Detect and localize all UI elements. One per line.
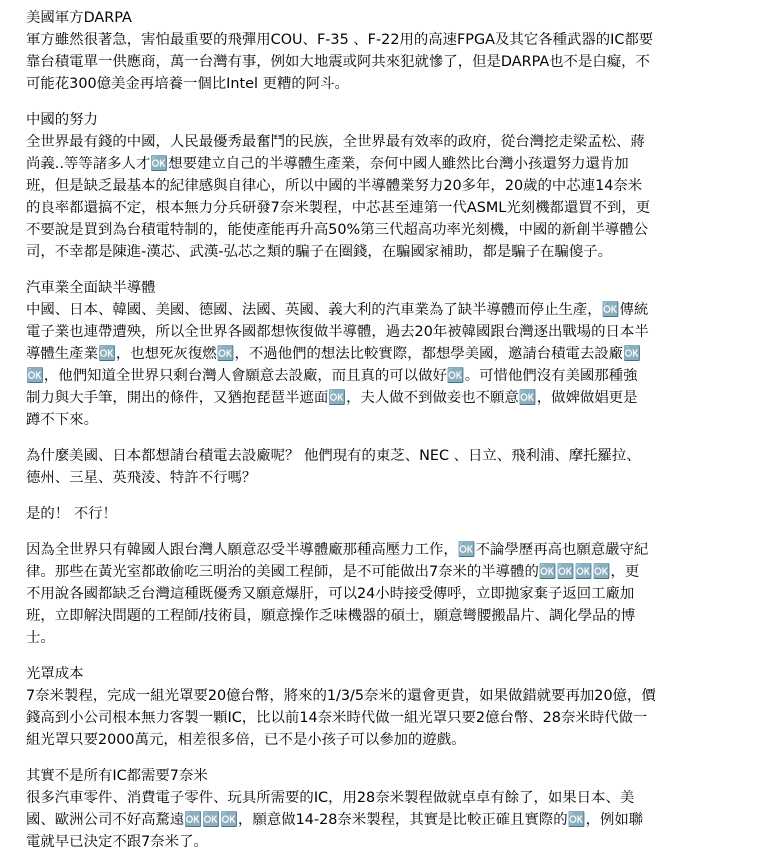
post-paragraph [26,503,764,525]
paragraph-line: 國、歐洲公司不好高騖遠🆗🆗🆗，願意做14-28奈米製程，其實是比較正確且實際的🆗，例如聯 [26,812,644,828]
paragraph-heading: 中國的努力 [26,112,98,128]
paragraph-line: 因為全世界只有韓國人跟台灣人願意忍受半導體廠那種高壓力工作，🆗不論學歷再高也願意嚴守紀 [26,542,649,558]
paragraph-line: 班，但是缺乏最基本的紀律感與自律心，所以中國的半導體業努力20多年，20歲的中芯連14奈米 [26,178,643,194]
paragraph-line: 不要說是買到為台積電特制的，能使產能再升高50%第三代超高功率光刻機，中國的新創半導體公 [26,222,649,238]
paragraph-line: 靠台積電單一供應商，萬一台灣有事，例如大地震或阿共來犯就慘了，但是DARPA也不是白癡，不 [26,54,650,70]
paragraph-line: 全世界最有錢的中國，人民最優秀最奮鬥的民族，全世界最有效率的政府，從台灣挖走梁孟松、蔣 [26,134,645,150]
paragraph-line: 班，立即解決問題的工程師/技術員，願意操作乏味機器的碩士，願意彎腰搬晶片、調化學品的博 [26,608,636,624]
paragraph-line: 錢高到小公司根本無力客製一顆IC，比以前14奈米時代做一組光罩只要2億台幣、28奈米時代做一 [26,710,648,726]
paragraph-line: 是的！ 不行！ [26,506,117,522]
paragraph-line: 7奈米製程，完成一組光罩要20億台幣，將來的1/3/5奈米的還會更貴，如果做錯就要再加20億，價 [26,688,656,704]
paragraph-line: 🆗，他們知道全世界只剩台灣人會願意去設廠，而且真的可以做好🆗。可惜他們沒有美國那種強 [26,368,638,384]
paragraph-line: 不用說各國都缺乏台灣這種既優秀又願意爆肝，可以24小時接受傳呼，立即拋家棄子返回工廠加 [26,586,635,602]
paragraph-heading: 美國軍方DARPA [26,10,132,26]
paragraph-line: 導體生產業🆗，也想死灰復燃🆗，不過他們的想法比較實際，都想學美國，邀請台積電去設廠🆗 [26,346,641,362]
paragraph-line: 中國、日本、韓國、美國、德國、法國、英國、義大利的汽車業為了缺半導體而停止生產，🆗傳統 [26,302,649,318]
paragraph-line: 的良率都還搞不定，根本無力分兵研發7奈米製程，中芯甚至連第一代ASML光刻機都還買不到，更 [26,200,651,216]
paragraph-line: 律。那些在黃光室都敢偷吃三明治的美國工程師，是不可能做出7奈米的半導體的🆗🆗🆗🆗，更 [26,564,640,580]
paragraph-line: 軍方雖然很著急，害怕最重要的飛彈用COU、F-35 、F-22用的高速FPGA及其它各種武器的IC都要 [26,32,654,48]
paragraph-line: 尚義..等等諸多人才🆗想要建立自己的半導體生產業，奈何中國人雖然比台灣小孩還努力還肯加 [26,156,629,172]
paragraph-line: 組光罩只要2000萬元，相差很多倍，已不是小孩子可以參加的遊戲。 [26,732,466,748]
post-paragraph [26,539,764,649]
paragraph-heading: 光罩成本 [26,666,84,682]
paragraph-line: 為什麼美國、日本都想請台積電去設廠呢？ 他們現有的東芝、NEC 、日立、飛利浦、摩托羅拉、 [26,448,641,464]
paragraph-line: 很多汽車零件、消費電子零件、玩具所需要的IC，用28奈米製程做就卓卓有餘了，如果日本、美 [26,790,635,806]
paragraph-line: 電子業也連帶遭殃，所以全世界各國都想恢復做半導體，過去20年被韓國跟台灣逐出戰場的日本半 [26,324,649,340]
paragraph-line: 可能花300億美金再培養一個比Intel 更糟的阿斗。 [26,76,349,92]
paragraph-line: 司，不幸都是陳進-漢芯、武漢-弘芯之類的騙子在圈錢，在騙國家補助，都是騙子在騙傻子。 [26,244,613,260]
paragraph-line: 電就早已決定不跟7奈米了。 [26,834,208,850]
post-paragraph [26,277,764,431]
post-paragraph [26,7,764,95]
paragraph-line: 蹲不下來。 [26,412,98,428]
paragraph-line: 制力與大手筆，開出的條件，又猶抱琵琶半遮面🆗，夫人做不到做妾也不願意🆗，做婢做娼更是 [26,390,638,406]
post-paragraph [26,765,764,853]
post-paragraph [26,663,764,751]
paragraph-heading: 汽車業全面缺半導體 [26,280,156,296]
paragraph-line: 德州、三星、英飛淩、特許不行嗎？ [26,470,257,486]
post-paragraph [26,445,764,489]
paragraph-line: 士。 [26,630,55,646]
post-paragraph [26,109,764,263]
paragraph-heading: 其實不是所有IC都需要7奈米 [26,768,208,784]
